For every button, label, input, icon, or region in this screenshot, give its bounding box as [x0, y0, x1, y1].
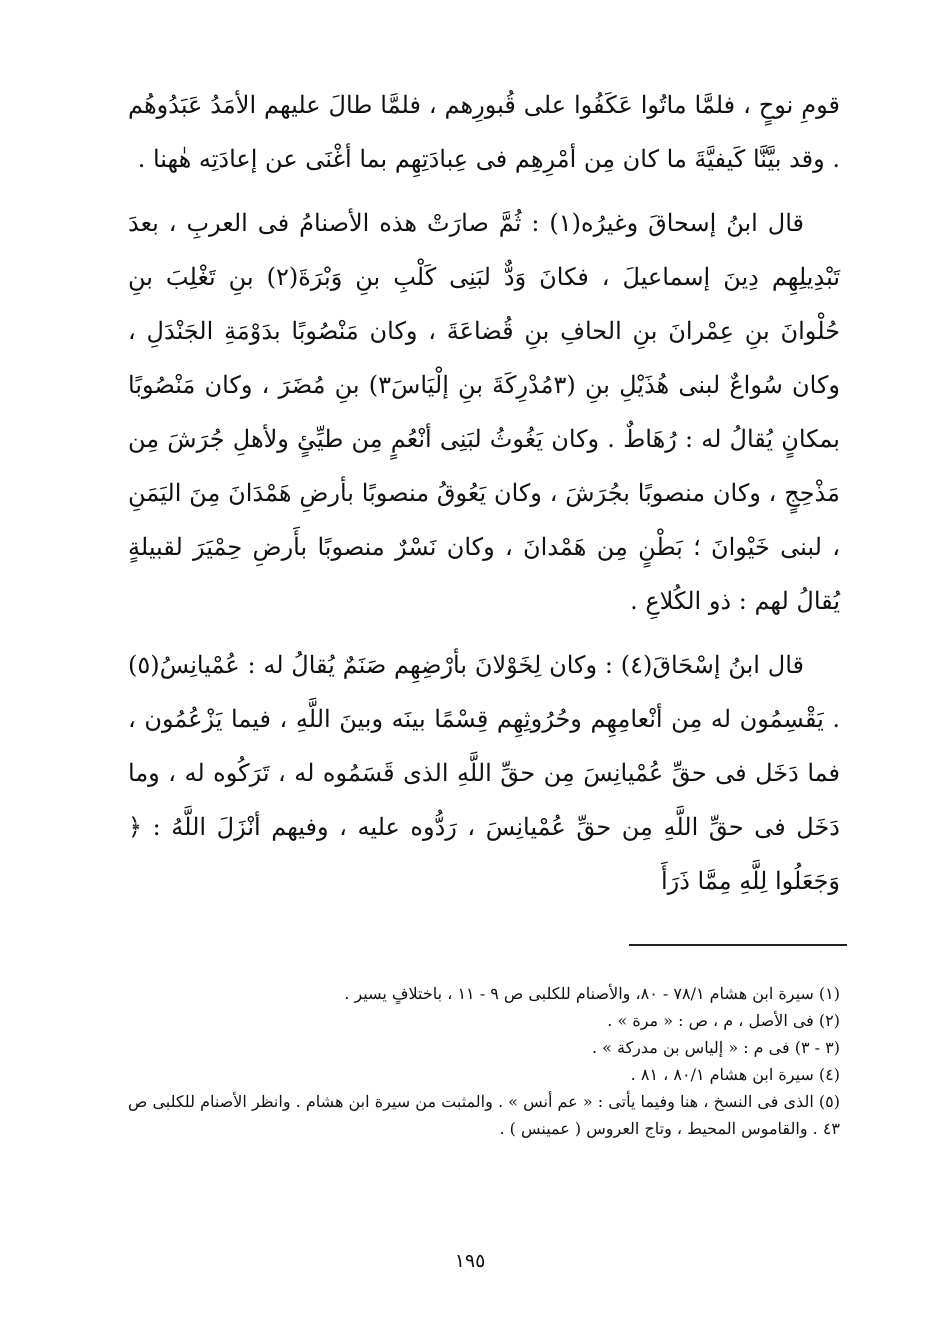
- footnote-4: (٤) سيرة ابن هشام ٨٠/١ ، ٨١ .: [630, 1065, 840, 1084]
- paragraph-2-text: قال ابنُ إسحاقَ وغيرُه(١) : ثُمَّ صارَتْ هذه الأصنامُ فى العربِ ، بعدَ تَبْدِيلِهِم دِينَ إسماعيلَ ، فكانَ وَدٌّ لبَنِى كَلْبِ بنِ وَبْرَةَ(٢) بنِ تَغْلِبَ بنِ حُلْوانَ بنِ عِمْرانَ بنِ الحافِ بنِ قُضاعَةَ ، وكان مَنْصُوبًا بدَوْمَةِ الجَنْدَلِ ، وكان سُواعٌ لبنى هُذَيْلِ بنِ (٣مُدْرِكَةَ بنِ إلْيَاسَ٣) بنِ مُضَرَ ، وكان مَنْصُوبًا بمكانٍ يُقالُ له : رُهَاطٌ . وكان يَغُوثُ لبَنِى أنْعُمٍ مِن طيِّئٍ ولأهلِ جُرَشَ مِن مَذْحِجٍ ، وكان منصوبًا بجُرَشَ ، وكان يَعُوقُ منصوبًا بأرضِ هَمْدَانَ مِنَ اليَمَنِ ، لبنى خَيْوانَ ؛ بَطْنٍ مِن هَمْدانَ ، وكان نَسْرٌ منصوبًا بأَرضِ حِمْيَرَ لقبيلةٍ يُقالُ لهم : ذو الكُلاعِ .: [128, 209, 840, 615]
- main-text: [128, 78, 840, 908]
- footnote-separator: [629, 944, 847, 946]
- footnote-5: (٥) الذى فى النسخ ، هنا وفيما يأتى : « عم أنس » . والمثبت من سيرة ابن هشام . وانظر الأصنام للكلبى ص ٤٣ . والقاموس المحيط ، وتاج العروس ( عمينس ) .: [128, 1092, 840, 1138]
- paragraph-1-text: قومِ نوحٍ ، فلمَّا ماتُوا عَكَفُوا على قُبورِهم ، فلمَّا طالَ عليهم الأمَدُ عَبَدُوهُم . وقد بيَّنَّا كَيفيَّةَ ما كان مِن أمْرِهِم فى عِبادَتِهِم بما أغْنَى عن إعادَتِه هٰهنا .: [128, 91, 840, 173]
- page-number: ١٩٥: [454, 1250, 486, 1272]
- paragraph-1: [128, 78, 840, 186]
- footnotes: [128, 980, 840, 1142]
- paragraph-2: [128, 196, 840, 628]
- paragraph-3-text: قال ابنُ إسْحَاقَ(٤) : وكان لِخَوْلانَ بأرْضِهِم صَنَمٌ يُقالُ له : عُمْيانِسُ(٥) . يَقْسِمُون له مِن أنْعامِهِم وحُرُوثِهِم قِسْمًا بينَه وبينَ اللَّهِ ، فيما يَزْعُمُون ، فما دَخَل فى حقِّ عُمْيانِسَ مِن حقِّ اللَّهِ الذى قَسَمُوه له ، تَرَكُوه له ، وما دَخَل فى حقِّ اللَّهِ مِن حقِّ عُمْيانِسَ ، رَدُّوه عليه ، وفيهم أنْزَلَ اللَّهُ : ﴿ وَجَعَلُوا لِلَّهِ مِمَّا ذَرَأَ: [128, 651, 840, 895]
- footnote-1: (١) سيرة ابن هشام ٧٨/١ - ٨٠، والأصنام للكلبى ص ٩ - ١١ ، باختلافٍ يسير .: [344, 984, 840, 1003]
- footnote-2: (٢) فى الأصل ، م ، ص : « مرة » .: [607, 1011, 840, 1030]
- footnote-3: (٣ - ٣) فى م : « إلياس بن مدركة » .: [591, 1038, 840, 1057]
- paragraph-3: [128, 638, 840, 908]
